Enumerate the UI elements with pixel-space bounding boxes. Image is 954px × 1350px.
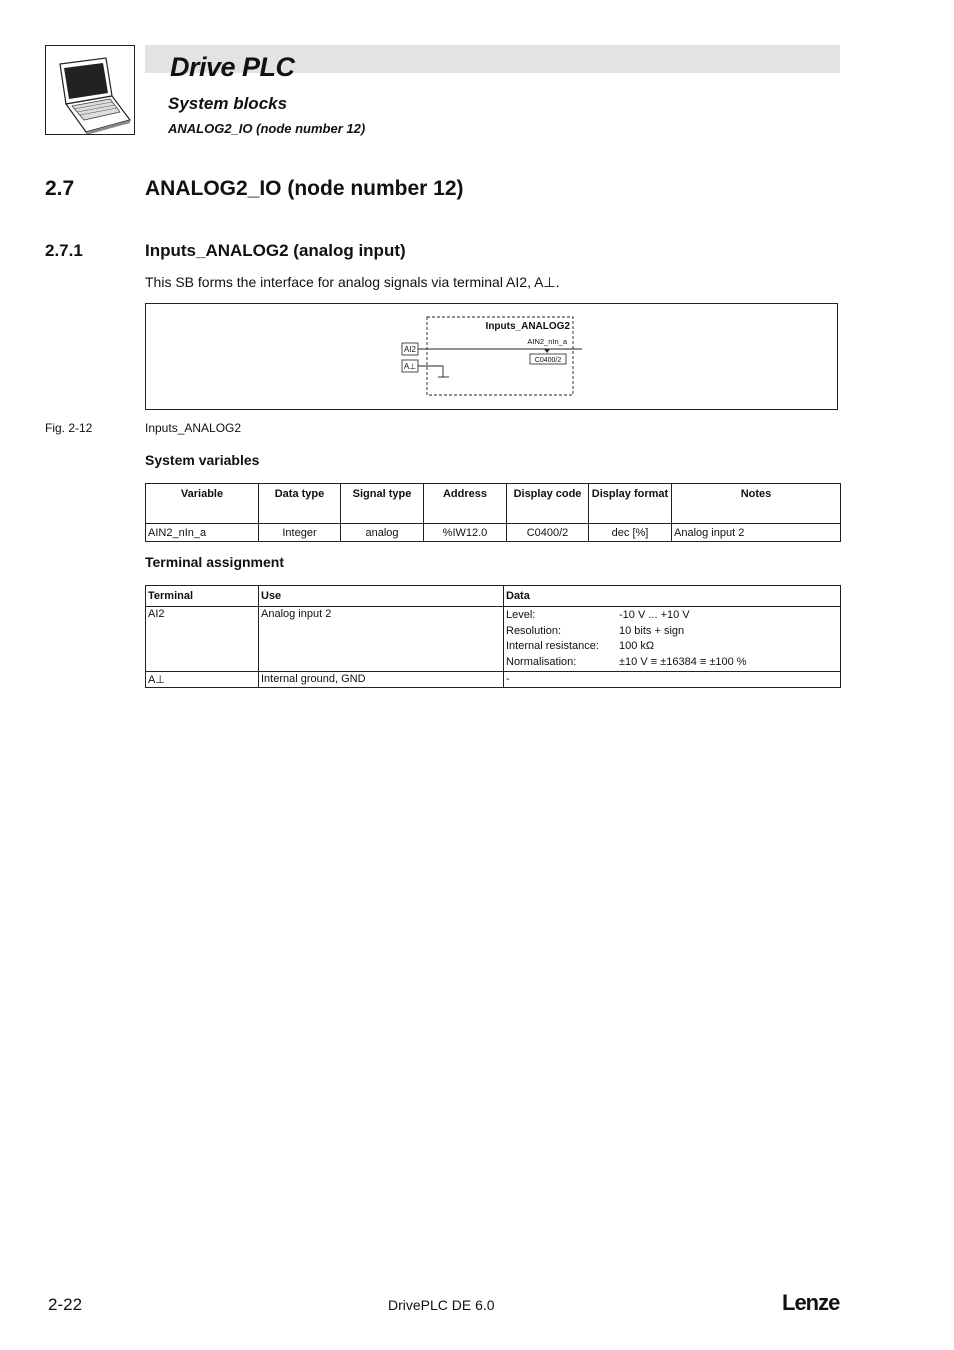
figure-number: Fig. 2-12 [45,421,93,435]
table-row [146,524,841,542]
table-cell: C0400/2 [507,524,589,542]
intro-paragraph: This SB forms the interface for analog signals via terminal AI2, A⊥. [145,274,560,290]
table-cell: Analog input 2 [259,607,504,672]
section-number: 2.7 [45,177,75,200]
figure-caption: Inputs_ANALOG2 [145,421,242,435]
data-value: -10 V ... +10 V [619,609,690,621]
data-line [506,639,838,655]
data-value: 100 kΩ [619,640,655,652]
subsection-title: Inputs_ANALOG2 (analog input) [145,241,406,260]
page-number: 2-22 [48,1295,83,1314]
table-cell: dec [%] [589,524,672,542]
output-signal-name: AIN2_nIn_a [527,337,567,346]
footer-doc-name: DrivePLC DE 6.0 [388,1297,495,1313]
system-variables-heading: System variables [145,452,260,468]
table-cell: %IW12.0 [424,524,507,542]
section-subtitle: ANALOG2_IO (node number 12) [168,121,366,136]
system-variables-table [145,483,841,542]
table-cell: analog [341,524,424,542]
column-header: Data [504,586,841,607]
table-cell: Internal ground, GND [259,672,504,688]
doc-title: Drive PLC [170,52,295,82]
column-header: Address [424,484,507,524]
table-header-row [146,586,841,607]
table-row [146,607,841,672]
column-header: Data type [259,484,341,524]
table-cell: - [504,672,841,688]
table-header-row [146,484,841,524]
data-value: 10 bits + sign [619,624,685,637]
data-line [506,624,838,640]
column-header: Variable [146,484,259,524]
table-cell: A⊥ [146,672,259,688]
brand-logo: Lenze [782,1290,840,1315]
chapter-title: System blocks [168,94,288,113]
input-label-ai2: AI2 [403,345,417,354]
table-cell: AIN2_nIn_a [146,524,259,542]
table-cell [504,607,841,672]
data-value: ±10 V ≡ ±16384 ≡ ±100 % [619,655,747,668]
column-header: Notes [672,484,841,524]
display-code-label: C0400/2 [534,357,562,364]
function-block-diagram [145,303,838,410]
table-row [146,672,841,688]
table-cell: AI2 [146,607,259,672]
data-label: Normalisation: [506,655,577,668]
column-header: Display code [507,484,589,524]
column-header: Display format [589,484,672,524]
column-header: Use [259,586,504,607]
data-label: Resolution: [506,624,562,637]
data-line [506,655,838,671]
output-marker [544,349,550,353]
data-label: Level: [506,609,536,621]
column-header: Signal type [341,484,424,524]
table-cell: Integer [259,524,341,542]
terminal-assignment-table [145,585,841,688]
block-name: Inputs_ANALOG2 [485,321,570,332]
subsection-number: 2.7.1 [45,241,83,260]
data-label: Internal resistance: [506,640,599,652]
header-logo-box [45,45,135,135]
laptop-icon [46,46,134,134]
column-header: Terminal [146,586,259,607]
section-title: ANALOG2_IO (node number 12) [145,177,464,200]
table-cell: Analog input 2 [672,524,841,542]
input-label-ground: A⊥ [403,362,417,371]
terminal-assignment-heading: Terminal assignment [145,554,285,570]
data-line [506,608,838,624]
ground-line [418,366,443,377]
